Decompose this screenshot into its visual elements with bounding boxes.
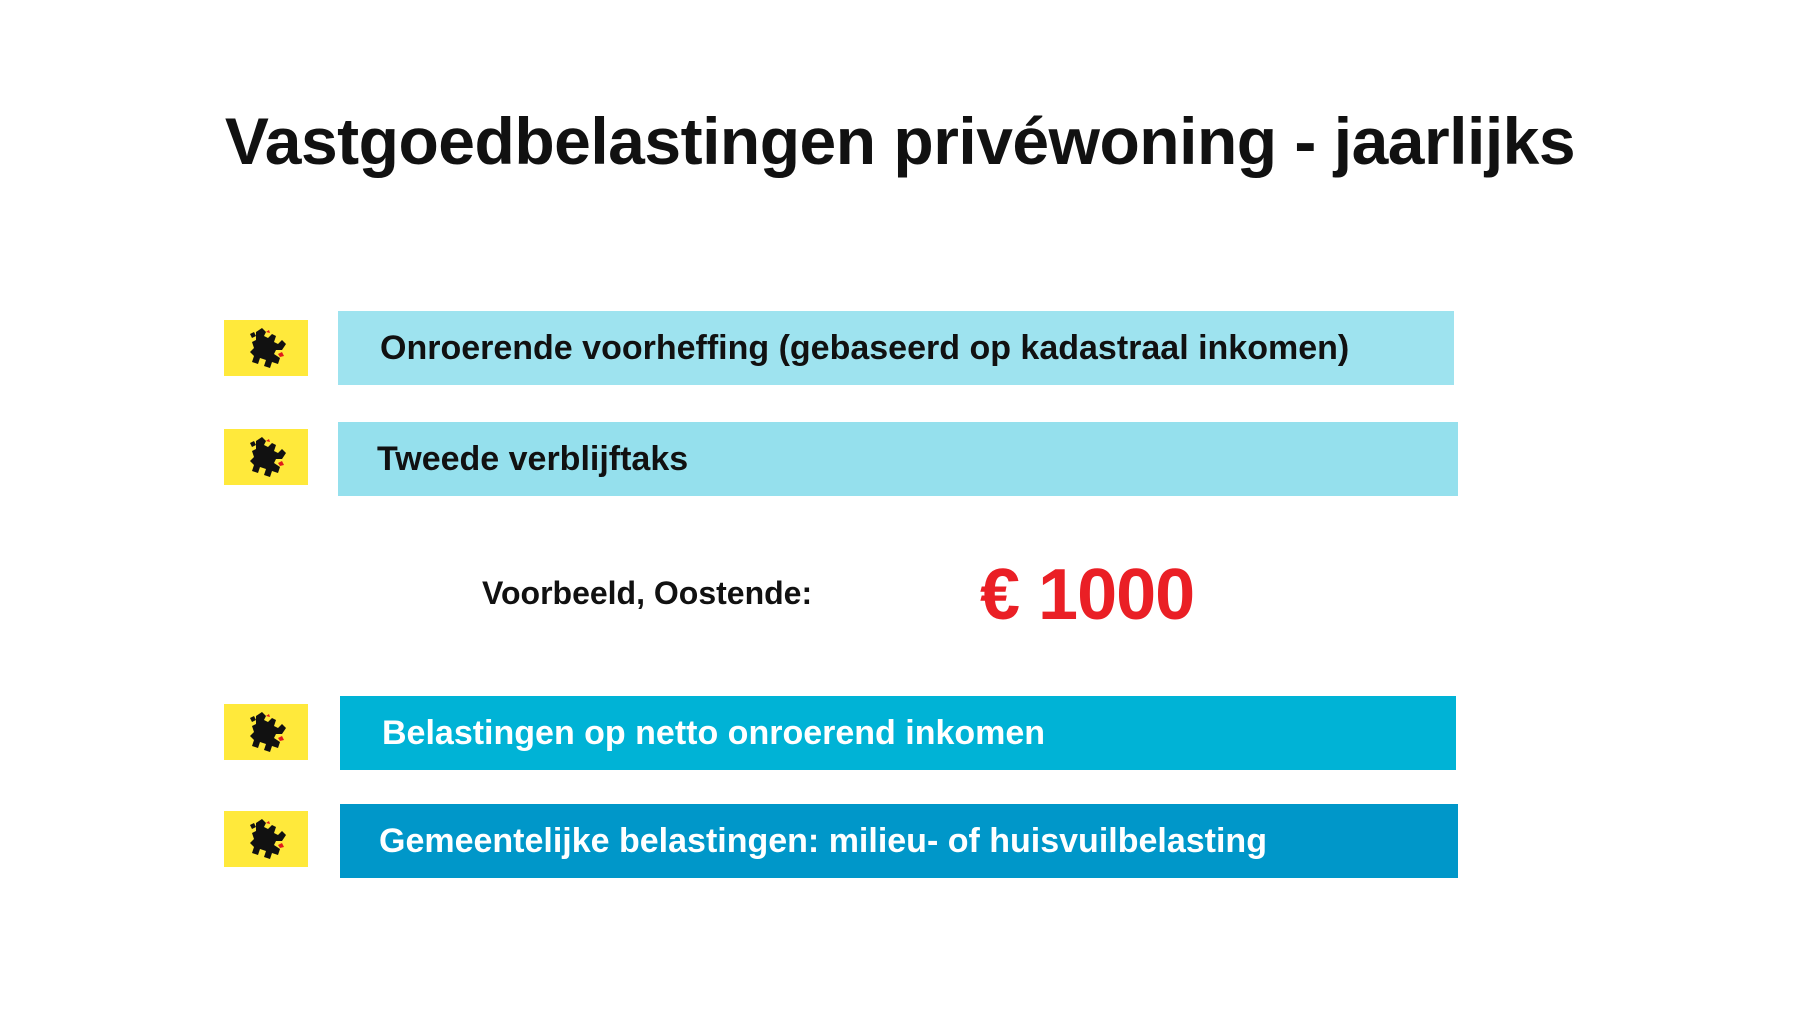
tax-item-bar <box>340 804 1458 878</box>
flemish-lion-flag-icon <box>224 811 308 867</box>
lion-icon <box>242 433 290 481</box>
tax-item-bar <box>340 696 1456 770</box>
tax-item-label: Belastingen op netto onroerend inkomen <box>382 713 1046 752</box>
lion-icon <box>242 324 290 372</box>
flemish-lion-flag-icon <box>224 429 308 485</box>
example-amount: € 1000 <box>980 555 1195 635</box>
lion-icon <box>242 708 290 756</box>
tax-item-bar <box>338 311 1454 385</box>
example-label: Voorbeeld, Oostende: <box>482 575 813 611</box>
lion-icon <box>242 815 290 863</box>
flemish-lion-flag-icon <box>224 320 308 376</box>
tax-item-label: Gemeentelijke belastingen: milieu- of huisvuilbelasting <box>379 821 1267 860</box>
flemish-lion-flag-icon <box>224 704 308 760</box>
tax-item-label: Onroerende voorheffing (gebaseerd op kadastraal inkomen) <box>380 328 1350 367</box>
tax-item-label: Tweede verblijftaks <box>377 439 689 478</box>
page-title: Vastgoedbelastingen privéwoning - jaarlijks <box>224 104 1576 178</box>
tax-item-bar <box>338 422 1458 496</box>
